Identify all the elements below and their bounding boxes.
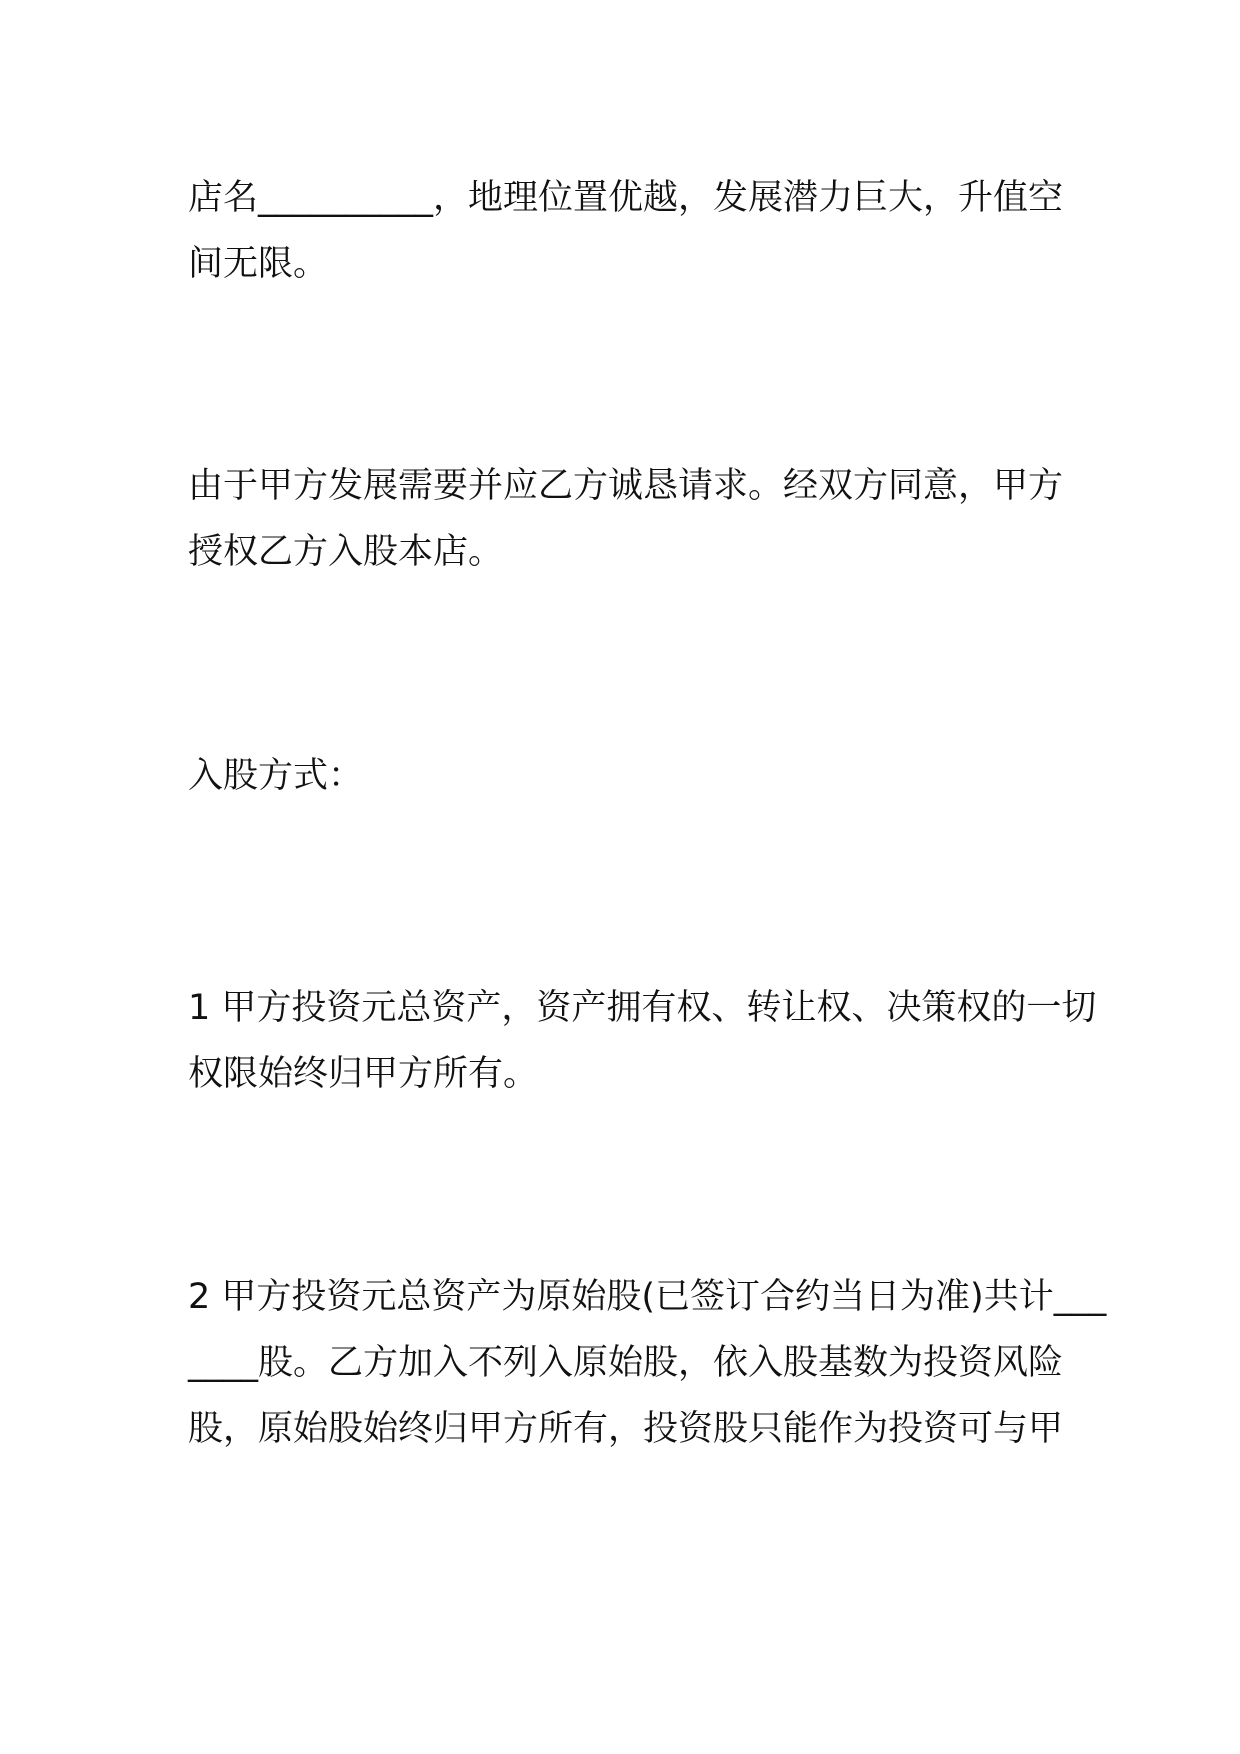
text-line: 由于甲方发展需要并应乙方诚恳请求。经双方同意，甲方 — [188, 466, 1064, 506]
text-line: 2 甲方投资元总资产为原始股(已签订合约当日为准)共计___ — [188, 1277, 1107, 1317]
text-line: 入股方式： — [188, 756, 364, 796]
paragraph-authorization — [188, 453, 1064, 585]
text-line: 1 甲方投资元总资产，资产拥有权、转让权、决策权的一切 — [188, 988, 1097, 1028]
clause-1 — [188, 975, 1097, 1107]
text-line: 股，原始股始终归甲方所有，投资股只能作为投资可与甲 — [188, 1409, 1064, 1449]
paragraph-shop-name — [188, 165, 1064, 297]
text-line: 店名__________，地理位置优越，发展潜力巨大，升值空 — [188, 178, 1064, 218]
section-heading-investment-method — [188, 743, 1058, 809]
text-line: 授权乙方入股本店。 — [188, 532, 504, 572]
clause-2 — [188, 1264, 1107, 1462]
text-line: ____股。乙方加入不列入原始股，依入股基数为投资风险 — [188, 1343, 1064, 1383]
text-line: 权限始终归甲方所有。 — [188, 1054, 539, 1094]
text-line: 间无限。 — [188, 244, 329, 284]
